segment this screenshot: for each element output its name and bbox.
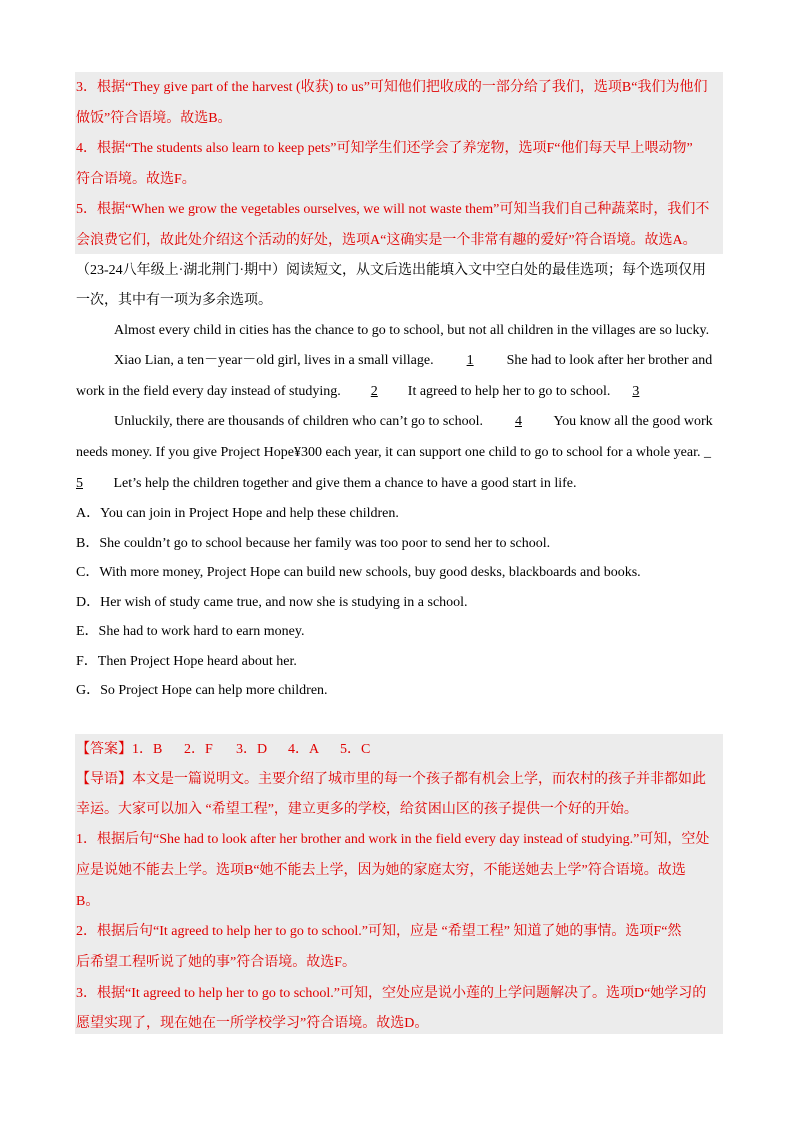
explain-line: 2．根据后句“It agreed to help her to go to school.”可知，应是 “希望工程” 知道了她的事情。选项F“然 <box>76 924 682 939</box>
explain-line: 应是说她不能去上学。选项B“她不能去上学，因为她的家庭太穷，不能送她去上学”符合语境。故选 <box>76 863 686 878</box>
guide-label: 【导语】 <box>76 772 132 787</box>
previous-explanation-block <box>75 72 723 254</box>
blank-5: 5 <box>76 476 83 491</box>
option-c: C．With more money, Project Hope can build new schools, buy good desks, blackboards and books. <box>76 565 641 580</box>
blank-2: 2 <box>370 384 378 399</box>
passage-text: You know all the good work <box>553 414 713 429</box>
passage-line <box>76 444 726 462</box>
prev-explain-line: 做饭”符合语境。故选B。 <box>76 111 232 126</box>
explain-line: 1．根据后句“She had to look after her brother and work in the field every day instead of studying.”可知，空处 <box>76 832 710 847</box>
passage-text: needs money. If you give Project Hope¥300 each year, it can support one child to go to school for a whole year. <box>76 445 701 460</box>
guide-line: 幸运。大家可以加入 “希望工程”，建立更多的学校，给贫困山区的孩子提供一个好的开始。 <box>76 802 638 817</box>
guide-text: 本文是一篇说明文。主要介绍了城市里的每一个孩子都有机会上学，而农村的孩子并非都如此 <box>132 772 706 787</box>
passage-line <box>76 475 726 493</box>
question-intro: （23-24八年级上·湖北荆门·期中）阅读短文，从文后选出能填入文中空白处的最佳选项；每个选项仅用 <box>76 263 706 278</box>
answer-item: 2．F <box>184 742 213 757</box>
passage-line <box>114 352 764 370</box>
blank-1: 1 <box>466 353 474 368</box>
explain-line: 3．根据“It agreed to help her to go to school.”可知，空处应是说小莲的上学问题解决了。选项D“她学习的 <box>76 986 707 1001</box>
answer-label: 【答案】 <box>76 742 132 757</box>
option-d: D．Her wish of study came true, and now she is studying in a school. <box>76 595 468 610</box>
explain-line: B。 <box>76 894 100 909</box>
answer-line <box>76 741 726 759</box>
answer-item: 3．D <box>236 742 268 757</box>
option-g: G．So Project Hope can help more children. <box>76 683 328 698</box>
question-intro: 一次，其中有一项为多余选项。 <box>76 293 272 308</box>
blank-3: 3 <box>632 384 640 399</box>
blank-4: 4 <box>514 414 522 429</box>
prev-explain-line: 符合语境。故选F。 <box>76 172 196 187</box>
explain-line: 后希望工程听说了她的事”符合语境。故选F。 <box>76 955 356 970</box>
passage-text: Xiao Lian, a ten－year－old girl, lives in a small village. <box>114 353 434 368</box>
passage-text: It agreed to help her to go to school. <box>407 384 611 399</box>
passage-line <box>76 383 726 401</box>
prev-explain-line: 5．根据“When we grow the vegetables ourselves, we will not waste them”可知当我们自己种蔬菜时，我们不 <box>76 202 710 217</box>
explain-line: 愿望实现了，现在她在一所学校学习”符合语境。故选D。 <box>76 1016 429 1031</box>
passage-line <box>114 413 764 431</box>
answer-item: 1．B <box>132 742 163 757</box>
option-f: F．Then Project Hope heard about her. <box>76 654 297 669</box>
guide-line <box>76 771 726 789</box>
passage-text: Let’s help the children together and give them a chance to have a good start in life. <box>113 476 577 491</box>
passage-text: _ <box>703 445 711 460</box>
prev-explain-line: 3．根据“They give part of the harvest (收获) to us”可知他们把收成的一部分给了我们，选项B“我们为他们 <box>76 80 708 95</box>
option-b: B．She couldn’t go to school because her family was too poor to send her to school. <box>76 536 551 551</box>
passage-paragraph: Almost every child in cities has the chance to go to school, but not all children in the villages are so lucky. <box>114 323 710 338</box>
passage-text: She had to look after her brother and <box>506 353 713 368</box>
passage-text: Unluckily, there are thousands of children who can’t go to school. <box>114 414 483 429</box>
answer-item: 5．C <box>340 742 371 757</box>
answer-item: 4．A <box>288 742 320 757</box>
option-a: A．You can join in Project Hope and help these children. <box>76 506 399 521</box>
option-e: E．She had to work hard to earn money. <box>76 624 305 639</box>
prev-explain-line: 4．根据“The students also learn to keep pets”可知学生们还学会了养宠物，选项F“他们每天早上喂动物” <box>76 141 693 156</box>
passage-text: work in the field every day instead of studying. <box>76 384 341 399</box>
prev-explain-line: 会浪费它们，故此处介绍这个活动的好处，选项A“这确实是一个非常有趣的爱好”符合语境。故选A。 <box>76 233 697 248</box>
